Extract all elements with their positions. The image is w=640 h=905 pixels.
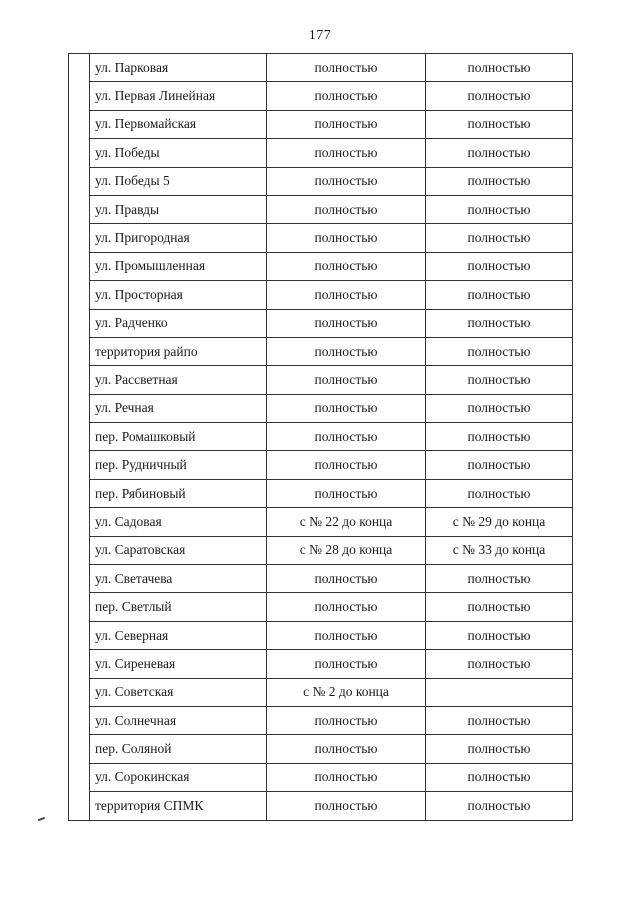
- row-index-cell: [69, 536, 90, 564]
- row-index-cell: [69, 82, 90, 110]
- coverage-cell-col2: полностью: [267, 309, 426, 337]
- table-row: [69, 423, 573, 451]
- coverage-cell-col2: полностью: [267, 650, 426, 678]
- coverage-cell-col2: полностью: [267, 252, 426, 280]
- row-index-cell: [69, 792, 90, 820]
- street-name-cell: ул. Солнечная: [90, 706, 267, 734]
- coverage-cell-col2: полностью: [267, 593, 426, 621]
- coverage-cell-col3: полностью: [426, 337, 573, 365]
- street-name-cell: ул. Радченко: [90, 309, 267, 337]
- coverage-cell-col3: [426, 678, 573, 706]
- table-row: [69, 735, 573, 763]
- table-row: [69, 366, 573, 394]
- coverage-cell-col2: полностью: [267, 110, 426, 138]
- table-row: [69, 508, 573, 536]
- coverage-cell-col2: полностью: [267, 139, 426, 167]
- table-row: [69, 195, 573, 223]
- street-name-cell: ул. Промышленная: [90, 252, 267, 280]
- table-row: [69, 621, 573, 649]
- row-index-cell: [69, 309, 90, 337]
- table-row: [69, 337, 573, 365]
- coverage-cell-col3: полностью: [426, 621, 573, 649]
- row-index-cell: [69, 621, 90, 649]
- coverage-cell-col3: полностью: [426, 167, 573, 195]
- street-name-cell: ул. Первомайская: [90, 110, 267, 138]
- page-number: 177: [308, 28, 332, 43]
- streets-table-container: [68, 53, 573, 821]
- coverage-cell-col2: полностью: [267, 281, 426, 309]
- table-row: [69, 82, 573, 110]
- coverage-cell-col3: полностью: [426, 281, 573, 309]
- coverage-cell-col2: полностью: [267, 479, 426, 507]
- table-row: [69, 678, 573, 706]
- stray-scan-mark: [38, 817, 45, 821]
- street-name-cell: ул. Речная: [90, 394, 267, 422]
- table-row: [69, 451, 573, 479]
- row-index-cell: [69, 508, 90, 536]
- table-body: [69, 54, 573, 821]
- table-row: [69, 792, 573, 820]
- table-row: [69, 650, 573, 678]
- coverage-cell-col3: с № 33 до конца: [426, 536, 573, 564]
- table-row: [69, 593, 573, 621]
- table-row: [69, 706, 573, 734]
- coverage-cell-col3: полностью: [426, 650, 573, 678]
- coverage-cell-col3: полностью: [426, 593, 573, 621]
- coverage-cell-col2: с № 22 до конца: [267, 508, 426, 536]
- coverage-cell-col2: полностью: [267, 82, 426, 110]
- street-name-cell: пер. Ромашковый: [90, 423, 267, 451]
- row-index-cell: [69, 139, 90, 167]
- row-index-cell: [69, 110, 90, 138]
- coverage-cell-col2: полностью: [267, 423, 426, 451]
- street-name-cell: территория СПМК: [90, 792, 267, 820]
- table-row: [69, 54, 573, 82]
- street-name-cell: пер. Светлый: [90, 593, 267, 621]
- coverage-cell-col3: полностью: [426, 706, 573, 734]
- street-name-cell: ул. Победы: [90, 139, 267, 167]
- coverage-cell-col3: полностью: [426, 139, 573, 167]
- table-row: [69, 394, 573, 422]
- coverage-cell-col3: с № 29 до конца: [426, 508, 573, 536]
- table-row: [69, 252, 573, 280]
- coverage-cell-col3: полностью: [426, 423, 573, 451]
- coverage-cell-col2: полностью: [267, 195, 426, 223]
- street-name-cell: ул. Советская: [90, 678, 267, 706]
- coverage-cell-col2: с № 2 до конца: [267, 678, 426, 706]
- row-index-cell: [69, 224, 90, 252]
- table-row: [69, 479, 573, 507]
- row-index-cell: [69, 735, 90, 763]
- coverage-cell-col2: полностью: [267, 621, 426, 649]
- row-index-cell: [69, 54, 90, 82]
- street-name-cell: пер. Рябиновый: [90, 479, 267, 507]
- coverage-cell-col3: полностью: [426, 763, 573, 791]
- street-name-cell: ул. Садовая: [90, 508, 267, 536]
- street-name-cell: пер. Рудничный: [90, 451, 267, 479]
- coverage-cell-col3: полностью: [426, 110, 573, 138]
- row-index-cell: [69, 337, 90, 365]
- coverage-cell-col3: полностью: [426, 224, 573, 252]
- row-index-cell: [69, 423, 90, 451]
- coverage-cell-col2: полностью: [267, 565, 426, 593]
- row-index-cell: [69, 394, 90, 422]
- row-index-cell: [69, 281, 90, 309]
- street-name-cell: ул. Светачева: [90, 565, 267, 593]
- streets-table: [68, 53, 573, 821]
- coverage-cell-col3: полностью: [426, 735, 573, 763]
- table-row: [69, 565, 573, 593]
- coverage-cell-col3: полностью: [426, 366, 573, 394]
- table-row: [69, 224, 573, 252]
- row-index-cell: [69, 565, 90, 593]
- coverage-cell-col2: полностью: [267, 54, 426, 82]
- coverage-cell-col3: полностью: [426, 54, 573, 82]
- coverage-cell-col3: полностью: [426, 394, 573, 422]
- street-name-cell: ул. Рассветная: [90, 366, 267, 394]
- coverage-cell-col2: полностью: [267, 706, 426, 734]
- street-name-cell: ул. Сиреневая: [90, 650, 267, 678]
- row-index-cell: [69, 366, 90, 394]
- coverage-cell-col2: полностью: [267, 224, 426, 252]
- street-name-cell: ул. Сорокинская: [90, 763, 267, 791]
- street-name-cell: ул. Просторная: [90, 281, 267, 309]
- row-index-cell: [69, 451, 90, 479]
- row-index-cell: [69, 706, 90, 734]
- table-row: [69, 281, 573, 309]
- coverage-cell-col3: полностью: [426, 252, 573, 280]
- row-index-cell: [69, 763, 90, 791]
- row-index-cell: [69, 593, 90, 621]
- street-name-cell: ул. Победы 5: [90, 167, 267, 195]
- coverage-cell-col3: полностью: [426, 82, 573, 110]
- table-row: [69, 309, 573, 337]
- row-index-cell: [69, 479, 90, 507]
- coverage-cell-col2: с № 28 до конца: [267, 536, 426, 564]
- row-index-cell: [69, 167, 90, 195]
- table-row: [69, 139, 573, 167]
- street-name-cell: ул. Северная: [90, 621, 267, 649]
- street-name-cell: ул. Парковая: [90, 54, 267, 82]
- street-name-cell: пер. Соляной: [90, 735, 267, 763]
- street-name-cell: ул. Первая Линейная: [90, 82, 267, 110]
- coverage-cell-col2: полностью: [267, 167, 426, 195]
- coverage-cell-col2: полностью: [267, 451, 426, 479]
- row-index-cell: [69, 252, 90, 280]
- street-name-cell: ул. Пригородная: [90, 224, 267, 252]
- coverage-cell-col2: полностью: [267, 337, 426, 365]
- table-row: [69, 536, 573, 564]
- coverage-cell-col2: полностью: [267, 366, 426, 394]
- coverage-cell-col3: полностью: [426, 565, 573, 593]
- coverage-cell-col3: полностью: [426, 479, 573, 507]
- row-index-cell: [69, 650, 90, 678]
- street-name-cell: территория райпо: [90, 337, 267, 365]
- coverage-cell-col3: полностью: [426, 309, 573, 337]
- table-row: [69, 110, 573, 138]
- coverage-cell-col3: полностью: [426, 195, 573, 223]
- street-name-cell: ул. Правды: [90, 195, 267, 223]
- coverage-cell-col3: полностью: [426, 792, 573, 820]
- street-name-cell: ул. Саратовская: [90, 536, 267, 564]
- coverage-cell-col2: полностью: [267, 394, 426, 422]
- coverage-cell-col2: полностью: [267, 763, 426, 791]
- coverage-cell-col3: полностью: [426, 451, 573, 479]
- coverage-cell-col2: полностью: [267, 735, 426, 763]
- coverage-cell-col2: полностью: [267, 792, 426, 820]
- table-row: [69, 763, 573, 791]
- row-index-cell: [69, 678, 90, 706]
- table-row: [69, 167, 573, 195]
- row-index-cell: [69, 195, 90, 223]
